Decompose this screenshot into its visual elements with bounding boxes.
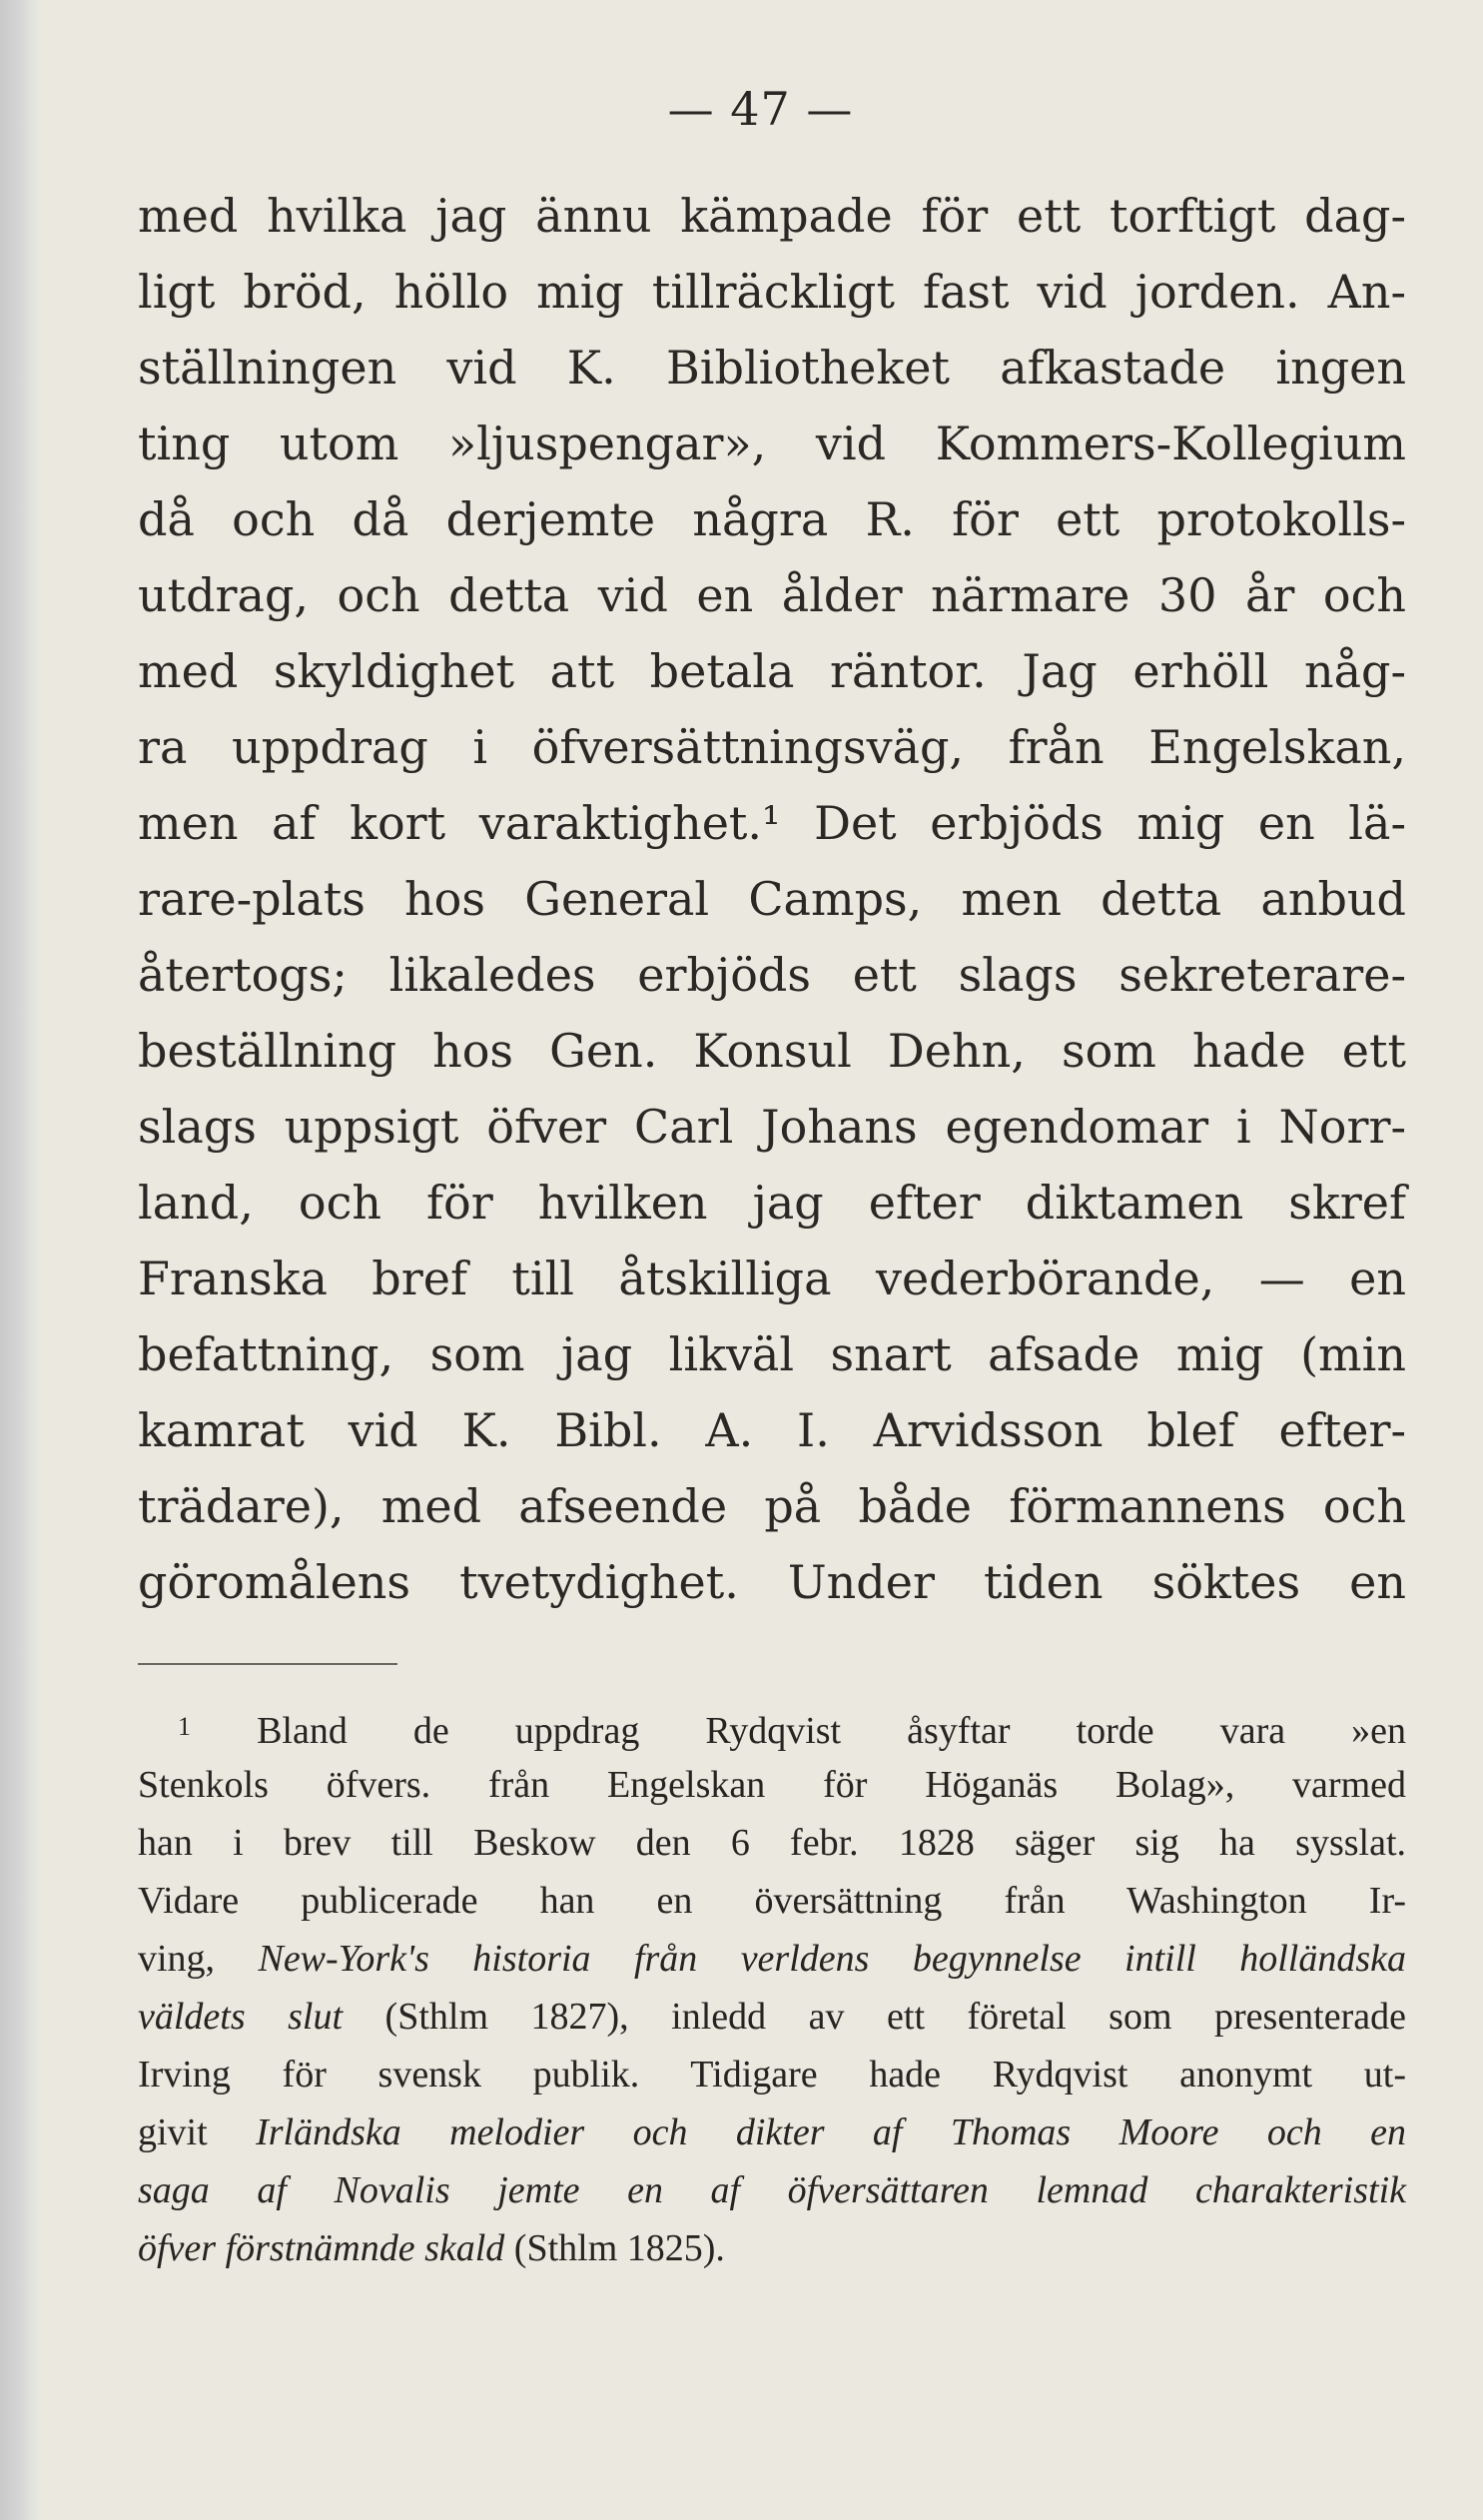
body-line: ting utom »ljuspengar», vid Kommers-Kollegium bbox=[138, 417, 1406, 470]
footnote-line: Stenkols öfvers. från Engelskan för Höganäs Bolag», varmed bbox=[138, 1764, 1406, 1806]
footnote-text: (Sthlm 1825). bbox=[504, 2227, 725, 2269]
book-title: New-York's historia från verldens begynnelse intill holländska bbox=[258, 1938, 1407, 1980]
footnote-line bbox=[138, 1930, 1406, 1988]
body-line: trädare), med afseende på både förmannens och bbox=[138, 1479, 1406, 1533]
footnote-text: (Sthlm 1827), inledd av ett företal som presenterade bbox=[343, 1996, 1406, 2038]
body-line: med hvilka jag ännu kämpade för ett torftigt dag- bbox=[138, 189, 1406, 243]
footnote-text: Bland de uppdrag Rydqvist åsyftar torde vara »en bbox=[257, 1710, 1407, 1752]
body-line: utdrag, och detta vid en ålder närmare 30 år och bbox=[138, 568, 1406, 622]
body-line: slags uppsigt öfver Carl Johans egendomar i Norr- bbox=[138, 1100, 1406, 1154]
body-line: ställningen vid K. Bibliotheket afkastade ingen bbox=[138, 341, 1406, 395]
body-line: rare-plats hos General Camps, men detta anbud bbox=[138, 872, 1406, 926]
book-title: öfver förstnämnde skald bbox=[138, 2227, 505, 2269]
footnote-line bbox=[138, 1988, 1406, 2046]
footnote-line: Vidare publicerade han en översättning från Washington Ir- bbox=[138, 1880, 1406, 1922]
book-title: väldets slut bbox=[138, 1996, 344, 2038]
body-line: ligt bröd, höllo mig tillräckligt fast vid jorden. An- bbox=[138, 265, 1406, 319]
footnote-marker: 1 bbox=[178, 1712, 191, 1741]
body-line: Franska bref till åtskilliga vederbörande, — en bbox=[138, 1252, 1406, 1305]
body-line: med skyldighet att betala räntor. Jag erhöll någ- bbox=[138, 644, 1406, 698]
body-line: göromålens tvetydighet. Under tiden söktes en bbox=[138, 1555, 1406, 1609]
body-line: men af kort varaktighet.¹ Det erbjöds mig en lä- bbox=[138, 796, 1406, 850]
footnote-line: saga af Novalis jemte en af öfversättaren lemnad charakteristik bbox=[138, 2169, 1406, 2211]
body-line: befattning, som jag likväl snart afsade mig (min bbox=[138, 1327, 1406, 1381]
footnote-text: givit bbox=[138, 2111, 257, 2153]
footnote-line bbox=[138, 1698, 1406, 1756]
footnote-text: ving, bbox=[138, 1938, 259, 1980]
scan-margin bbox=[0, 0, 38, 2520]
body-text bbox=[138, 178, 1406, 1620]
body-line: återtogs; likaledes erbjöds ett slags sekreterare- bbox=[138, 948, 1406, 1002]
body-line: kamrat vid K. Bibl. A. I. Arvidsson blef efter- bbox=[138, 1403, 1406, 1457]
footnote-line bbox=[138, 2103, 1406, 2161]
body-line: beställning hos Gen. Konsul Dehn, som hade ett bbox=[138, 1024, 1406, 1078]
footnote-line bbox=[138, 2219, 1406, 2277]
body-line: då och då derjemte några R. för ett protokolls- bbox=[138, 492, 1406, 546]
book-title: Irländska melodier och dikter af Thomas Moore och en bbox=[256, 2111, 1406, 2153]
footnote bbox=[138, 1698, 1406, 2277]
footnote-divider bbox=[138, 1663, 397, 1665]
page-number: — 47 — bbox=[667, 82, 854, 136]
book-page bbox=[38, 0, 1483, 2520]
body-line: ra uppdrag i öfversättningsväg, från Engelskan, bbox=[138, 720, 1406, 774]
footnote-line: Irving för svensk publik. Tidigare hade Rydqvist anonymt ut- bbox=[138, 2054, 1406, 2096]
footnote-line: han i brev till Beskow den 6 febr. 1828 säger sig ha sysslat. bbox=[138, 1822, 1406, 1864]
body-line: land, och för hvilken jag efter diktamen skref bbox=[138, 1176, 1406, 1230]
